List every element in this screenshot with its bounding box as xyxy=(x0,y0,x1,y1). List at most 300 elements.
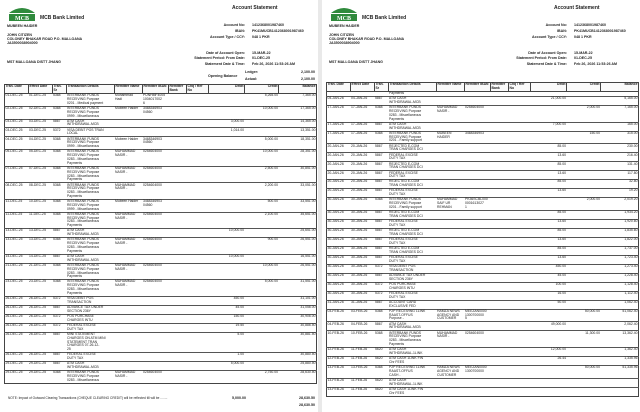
cell xyxy=(567,255,601,264)
cell: FEDERAL EXCISE DUTY TAX xyxy=(389,189,437,198)
column-header: Transaction Details xyxy=(389,83,437,92)
cell xyxy=(187,314,209,323)
cell: 30-JAN-26 xyxy=(351,198,375,211)
cell: 04-JAN-26 xyxy=(351,97,375,106)
table-row xyxy=(5,199,317,212)
cell: 1,273.40 xyxy=(601,264,639,273)
table-row xyxy=(327,255,639,264)
cell: P2P RECEIVING 1LINK RAAST-OFFUS CASH - xyxy=(389,365,437,378)
cell: MUHAMMAD NASIR - xyxy=(437,106,465,123)
cell: 30-JAN-26 xyxy=(351,246,375,255)
cell: 10-DEC-25 xyxy=(29,199,53,212)
cell: 30-JAN-26 xyxy=(351,264,375,273)
cell: 150.00 xyxy=(209,314,245,323)
column-header: Debit xyxy=(531,83,567,92)
column-header: Chq / Ref No xyxy=(187,85,209,94)
cell xyxy=(169,280,187,297)
cell: 5372 xyxy=(375,282,389,291)
cell: 51,335.96 xyxy=(601,365,639,378)
cell xyxy=(509,171,531,180)
table-row xyxy=(5,137,317,150)
cell: ATM CASH WITHDRAWAL-MCB xyxy=(389,97,437,106)
cell: ATM CASH WITHDRAWAL-1LINK xyxy=(389,378,437,387)
cell xyxy=(509,273,531,282)
svg-text:MCB: MCB xyxy=(337,16,351,22)
cell: 20-JAN-26 xyxy=(327,180,351,189)
cell: INTERBANK FUNDS RECEIVING Purpose 0201 - Medical payment xyxy=(67,93,115,106)
cell: Mubeen Haider xyxy=(115,106,143,119)
cell: 11-DEC-25 xyxy=(5,199,29,212)
cell: 5867 xyxy=(375,171,389,180)
cell: INTERBANK FUNDS RECEIVING Purpose 0283 - Miscellaneous Payments xyxy=(389,331,437,348)
bank-name: MCB Bank Limited xyxy=(362,15,407,21)
cell: 26-DEC-25 xyxy=(5,332,29,352)
cell xyxy=(509,237,531,246)
cell: 500.00 xyxy=(245,199,279,212)
cell: 5.00 xyxy=(209,332,245,352)
cell: 03-FEB-26 xyxy=(351,309,375,322)
cell: 5867 xyxy=(375,144,389,153)
address-line: JA3500038904000 xyxy=(7,41,38,45)
cell: FEDERAL EXCISE DUTY TAX xyxy=(67,353,115,362)
cell: 11,300.00 xyxy=(567,331,601,348)
cell: 100.00 xyxy=(531,282,567,291)
cell xyxy=(491,309,509,322)
cell xyxy=(169,199,187,212)
bank-name: MCB Bank Limited xyxy=(40,15,85,21)
svg-text:MCB: MCB xyxy=(15,16,29,22)
cell: 5368 xyxy=(53,137,67,150)
cell xyxy=(169,353,187,362)
cell xyxy=(209,183,245,200)
cell: 50,000.00 xyxy=(567,365,601,378)
address-line: COLONEY BHAKAR ROAD P.O. MALLOANA xyxy=(329,37,405,41)
cell: 5867 xyxy=(375,273,389,282)
cell: 03-DEC-25 xyxy=(5,128,29,137)
cell: 04-DEC-25 xyxy=(5,137,29,150)
cell xyxy=(245,314,279,323)
cell xyxy=(491,162,509,171)
cell: 17-JAN-26 xyxy=(351,106,375,123)
cell: INTERBANK FUNDS RECEIVING Purpose 0283 - Miscellaneous Payments xyxy=(67,150,115,167)
cell: 5368 xyxy=(53,280,67,297)
cell xyxy=(169,183,187,200)
cell: 26-DEC-25 xyxy=(29,332,53,352)
cell: 12-FEB-26 xyxy=(327,356,351,365)
cell xyxy=(491,255,509,264)
cell: 13-DEC-25 xyxy=(29,229,53,238)
cell: 5,000.00 xyxy=(245,137,279,150)
cell: 31,056.00 xyxy=(279,305,317,314)
cell xyxy=(567,282,601,291)
cell: 10-FEB-26 xyxy=(351,331,375,348)
cell: 20-JAN-26 xyxy=(351,180,375,189)
table-row xyxy=(327,347,639,356)
type-label: Account Type / CCY: xyxy=(209,35,245,39)
cell: MUHAMMAD SAIF UR REHMAN xyxy=(437,198,465,211)
table-header-row xyxy=(5,85,317,94)
cell xyxy=(437,273,465,282)
cell: 1,723.40 xyxy=(601,255,639,264)
cell xyxy=(115,305,143,314)
cell xyxy=(437,97,465,106)
cell xyxy=(531,365,567,378)
cell xyxy=(567,300,601,309)
cell xyxy=(209,106,245,119)
cell: MUHAMMAD NASIR - xyxy=(115,263,143,280)
cell xyxy=(169,150,187,167)
open-label: Date of Account Open: xyxy=(206,51,245,55)
cell: INTERBANK FUNDS RECEIVING Purpose 0201 - Family support xyxy=(389,198,437,211)
cell: 10,000.00 xyxy=(245,150,279,167)
cell: FEDERAL EXCISE DUTY TAX xyxy=(389,219,437,228)
cell: 1,934.20 xyxy=(601,210,639,219)
cell: 18,351.00 xyxy=(279,137,317,150)
table-row xyxy=(327,219,639,228)
cell xyxy=(491,180,509,189)
cell: 13.60 xyxy=(531,189,567,198)
cell: 2,000.00 xyxy=(567,198,601,211)
statement-title: Account Statement xyxy=(554,5,600,11)
cell: 30-JAN-26 xyxy=(327,228,351,237)
cell: 29-DEC-25 xyxy=(29,371,53,384)
cell: ATM CASH 1LINK FIN Chr FEES xyxy=(389,356,437,365)
cell xyxy=(143,353,169,362)
cell: 150.00 xyxy=(567,131,601,144)
period-value: 01-DEC-25 xyxy=(252,56,270,60)
cell: 5867 xyxy=(375,219,389,228)
address-line: JOHN CITIZEN xyxy=(329,33,354,37)
cell xyxy=(465,246,491,255)
cell: 26.44 xyxy=(531,356,567,365)
cell xyxy=(209,280,245,297)
table-row xyxy=(327,122,639,131)
cell xyxy=(491,189,509,198)
cell xyxy=(169,362,187,371)
cell: 21-DEC-25 xyxy=(29,263,53,280)
cell: 28,351.00 xyxy=(279,150,317,167)
cell xyxy=(245,229,279,238)
cell xyxy=(187,238,209,255)
cell: 20-JAN-26 xyxy=(327,162,351,171)
cell: 31-JAN-26 xyxy=(351,300,375,309)
cell: 04-FEB-26 xyxy=(351,322,375,331)
cell xyxy=(465,347,491,356)
cell xyxy=(169,254,187,263)
cell: 1,228.40 xyxy=(601,273,639,282)
cell: 31,551.00 xyxy=(279,280,317,297)
cell: 50,000.00 xyxy=(567,309,601,322)
cell xyxy=(601,378,639,387)
open-label: Date of Account Open: xyxy=(528,51,567,55)
cell xyxy=(567,387,601,396)
city: MST MALLOANA DISTT JHANG xyxy=(329,60,383,64)
cell xyxy=(187,106,209,119)
cell: 13,351.00 xyxy=(279,128,317,137)
cell: 49,000.00 xyxy=(531,322,567,331)
cell: 1,835.60 xyxy=(601,228,639,237)
cell: MEEZAN0000 1300700000 xyxy=(465,365,491,378)
cell xyxy=(209,371,245,384)
cell xyxy=(509,365,531,378)
cell: 08-DEC-25 xyxy=(29,183,53,200)
cell xyxy=(115,353,143,362)
column-header: Debit xyxy=(209,85,245,94)
cell xyxy=(245,119,279,128)
cell xyxy=(169,238,187,255)
period-label: Statement Period: From Date: xyxy=(516,56,567,60)
cell xyxy=(465,300,491,309)
stmt-value: Feb 26, 2026 11:53:26 AM xyxy=(252,62,296,66)
cell: 0254604000 xyxy=(143,238,169,255)
cell: 13.60 xyxy=(531,171,567,180)
cell: 30,881.50 xyxy=(279,332,317,352)
customer-name: MUBEEN HAIDER xyxy=(7,24,38,28)
cell: 5620 xyxy=(375,387,389,396)
cell: 5,000.00 xyxy=(209,362,245,371)
cell: 28,630.50 xyxy=(279,371,317,384)
cell: 26-DEC-25 xyxy=(29,314,53,323)
cell: 5368 xyxy=(53,238,67,255)
cell xyxy=(437,356,465,365)
cell: 2,750.00 xyxy=(245,371,279,384)
cell: 1,362.40 xyxy=(601,347,639,356)
cell xyxy=(567,273,601,282)
table-row xyxy=(5,229,317,238)
cell: ATM CASH WITHDRAWAL-MCB xyxy=(67,362,115,371)
cell xyxy=(509,255,531,264)
cell xyxy=(437,144,465,153)
cell: 19.50 xyxy=(209,323,245,332)
cell: 11-FEB-26 xyxy=(351,347,375,356)
cell xyxy=(509,97,531,106)
cell xyxy=(509,189,531,198)
cell xyxy=(187,183,209,200)
cell: 5867 xyxy=(53,229,67,238)
cell xyxy=(465,171,491,180)
cell: POS PURCHASE CHARGES INTU xyxy=(67,314,115,323)
cell: 14-DEC-25 xyxy=(29,254,53,263)
table-row xyxy=(327,189,639,198)
cell: 0254604000 xyxy=(465,106,491,123)
cell xyxy=(187,229,209,238)
cell xyxy=(465,237,491,246)
cell: 12-FEB-26 xyxy=(327,347,351,356)
cell xyxy=(465,189,491,198)
cell xyxy=(465,162,491,171)
cell xyxy=(187,119,209,128)
table-row xyxy=(5,106,317,119)
cell xyxy=(509,378,531,387)
cell xyxy=(491,144,509,153)
cell xyxy=(567,97,601,106)
cell xyxy=(187,263,209,280)
cell: INTERBANK FUNDS RECEIVING Purpose 0999 - Miscellaneous xyxy=(67,199,115,212)
cell: 5,165.00 xyxy=(601,97,639,106)
cell xyxy=(437,122,465,131)
cell: 30-JAN-26 xyxy=(327,198,351,211)
table-row xyxy=(327,378,639,387)
cell: 10,000.00 xyxy=(209,254,245,263)
cell: 0254604000 xyxy=(143,166,169,183)
cell: 5620 xyxy=(375,347,389,356)
cell: 03-DEC-25 xyxy=(29,128,53,137)
table-row xyxy=(327,131,639,144)
cell xyxy=(115,332,143,352)
cell: 10,000.00 xyxy=(245,106,279,119)
cell xyxy=(465,356,491,365)
cell: 26,551.00 xyxy=(279,263,317,280)
cell: 13.60 xyxy=(531,237,567,246)
cell: 04-JAN-26 xyxy=(327,97,351,106)
address-line: COLONEY BHAKAR ROAD P.O. MALLOANA xyxy=(7,37,83,41)
cell: REJECTED E-COM TRAN CHARGES DCI xyxy=(389,246,437,255)
cell: FEDERAL EXCISE DUTY TAX xyxy=(389,153,437,162)
cell: 315.00 xyxy=(601,131,639,144)
cell: 1.00 xyxy=(209,353,245,362)
cell xyxy=(491,228,509,237)
cell: INTERBANK FUNDS RECEIVING Purpose 0283 - Miscellaneous Payments xyxy=(67,280,115,297)
cell: 11-FEB-26 xyxy=(351,356,375,365)
cell: 17-JAN-26 xyxy=(327,131,351,144)
cell: 26-DEC-25 xyxy=(5,353,29,362)
cell xyxy=(169,332,187,352)
cell: 04-FEB-26 xyxy=(327,322,351,331)
statement-page-2 xyxy=(322,0,640,412)
cell xyxy=(187,280,209,297)
table-row xyxy=(327,210,639,219)
cell: 5867 xyxy=(53,305,67,314)
cell: 30-JAN-26 xyxy=(327,246,351,255)
cell: 117.80 xyxy=(601,171,639,180)
cell: ATM CASH WITHDRAWAL-MCB xyxy=(67,229,115,238)
stmt-value: Feb 26, 2026 11:53:26 AM xyxy=(574,62,618,66)
cell xyxy=(209,166,245,183)
mcb-logo xyxy=(329,5,359,22)
cell: MINI STATEMENT CHARGES ON ATM MINI STATEMENT TRAN CHARGES 07-26-12- 25 xyxy=(67,332,115,352)
cell: 5368 xyxy=(375,198,389,211)
cell: 165.00 xyxy=(601,122,639,131)
cell: 85.00 xyxy=(531,246,567,255)
cell xyxy=(465,282,491,291)
cell xyxy=(465,291,491,300)
period-label: Statement Period: From Date: xyxy=(194,56,245,60)
cell: HAMZA NEWS AGENCY AND CUSTOMER xyxy=(437,365,465,378)
table-row xyxy=(327,198,639,211)
cell: 31-JAN-26 xyxy=(327,300,351,309)
table-row xyxy=(5,280,317,297)
cell: 5867 xyxy=(375,300,389,309)
cell xyxy=(567,189,601,198)
cell: 3468346903 xyxy=(465,131,491,144)
cell xyxy=(437,246,465,255)
account_no-label: Account No: xyxy=(223,23,245,27)
cell xyxy=(491,387,509,396)
cell: 17-JAN-26 xyxy=(327,106,351,123)
cell xyxy=(491,365,509,378)
cell xyxy=(465,264,491,273)
cell xyxy=(491,237,509,246)
cell xyxy=(491,131,509,144)
cell xyxy=(245,254,279,263)
cell: 5620 xyxy=(375,378,389,387)
cell xyxy=(509,282,531,291)
cell: 5867 xyxy=(53,353,67,362)
cell: REJECTED E-COM TRAN CHARGES DCI xyxy=(389,228,437,237)
column-header: Credit xyxy=(567,83,601,92)
cell: INTERBANK FUNDS RECEIVING Purpose 0283 - Miscellaneous Payments xyxy=(389,106,437,123)
table-row xyxy=(5,371,317,384)
cell xyxy=(509,322,531,331)
cell xyxy=(567,322,601,331)
table-row xyxy=(327,171,639,180)
cell: INTERBANK FUNDS RECEIVING Purpose 0283 - Miscellaneous Payments xyxy=(67,166,115,183)
cell xyxy=(491,331,509,348)
table-row xyxy=(5,128,317,137)
cell: 30-JAN-26 xyxy=(351,255,375,264)
cell xyxy=(187,166,209,183)
cell: 30-JAN-26 xyxy=(327,282,351,291)
cell: ADVANCE TAX UNDER SECTION 236Y xyxy=(67,305,115,314)
table-row xyxy=(5,305,317,314)
cell: 5867 xyxy=(375,189,389,198)
column-header: Tran. Sr xyxy=(375,83,389,92)
cell xyxy=(169,106,187,119)
table-row xyxy=(327,144,639,153)
column-header: Remitter IBAN xyxy=(465,83,491,92)
table-row xyxy=(5,254,317,263)
cell xyxy=(209,263,245,280)
cell: 25,651.00 xyxy=(279,229,317,238)
table-row xyxy=(327,282,639,291)
table-row xyxy=(5,296,317,305)
cell xyxy=(245,353,279,362)
cell: 30-JAN-26 xyxy=(327,237,351,246)
table-row xyxy=(5,238,317,255)
cell: FEDERAL EXCISE DUTY TAX xyxy=(389,237,437,246)
cell xyxy=(491,282,509,291)
opening-balance-label: Opening Balance xyxy=(208,74,238,78)
table-header-row xyxy=(327,83,639,92)
cell: 450.00 xyxy=(531,264,567,273)
cell xyxy=(187,199,209,212)
iban-value: PK41MUCB1412368001987460 xyxy=(252,29,304,33)
cell: 26-DEC-25 xyxy=(5,323,29,332)
customer-name: MUBEEN HAIDER xyxy=(329,24,360,28)
cell: 13,362.40 xyxy=(601,331,639,348)
column-header: Tran. Date xyxy=(327,83,351,92)
cell: 01-DEC-25 xyxy=(29,93,53,106)
cell: 31,101.00 xyxy=(279,296,317,305)
cell xyxy=(531,198,567,211)
cell xyxy=(491,347,509,356)
cell: 20-JAN-26 xyxy=(351,144,375,153)
cell: MUHAMMAD NASIR - xyxy=(115,150,143,167)
cell: 5867 xyxy=(375,122,389,131)
cell: 85.00 xyxy=(531,228,567,237)
cell: 30-JAN-26 xyxy=(351,237,375,246)
cell: 0254604000 xyxy=(143,371,169,384)
table-row xyxy=(327,291,639,300)
table-row xyxy=(5,119,317,128)
cell: 85.00 xyxy=(531,144,567,153)
cell xyxy=(169,128,187,137)
cell: 26-DEC-25 xyxy=(5,296,29,305)
cell: 0254604000 xyxy=(143,263,169,280)
cell xyxy=(491,97,509,106)
cell: MUHAMMAD NASIR - xyxy=(115,280,143,297)
cell xyxy=(115,323,143,332)
